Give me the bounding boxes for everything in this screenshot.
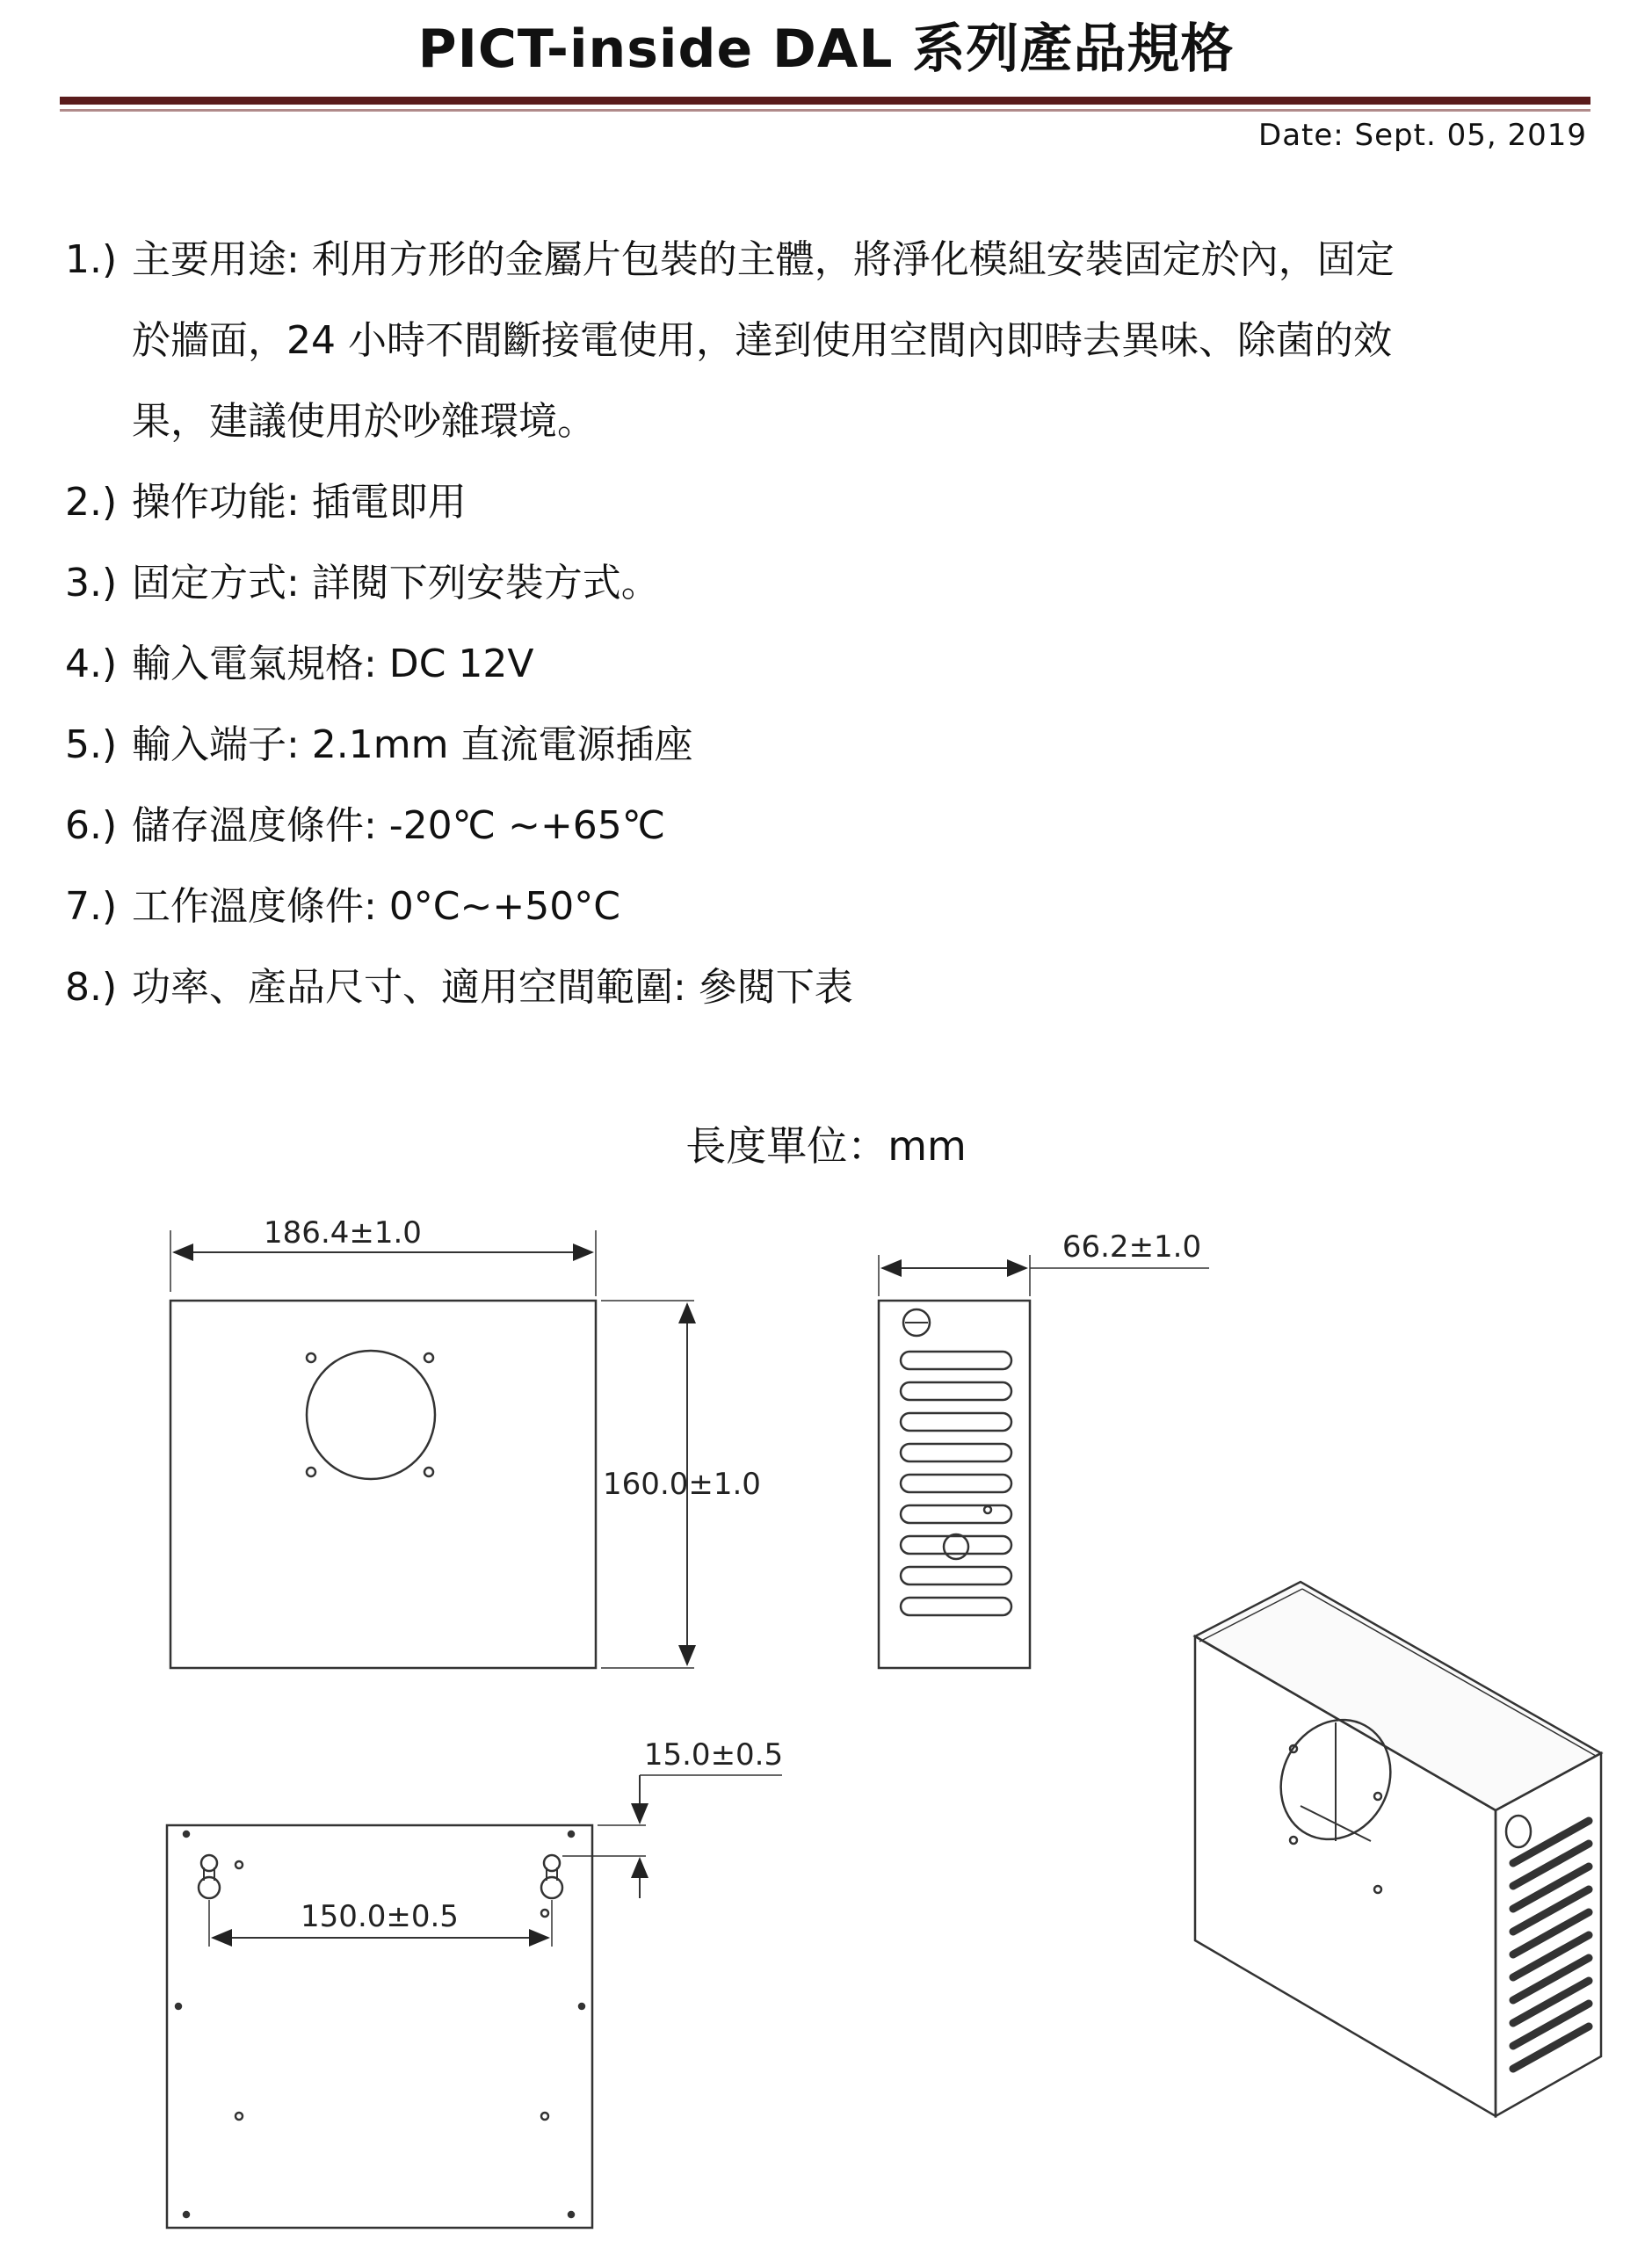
fan-opening xyxy=(307,1351,435,1479)
spec-number: 1.) xyxy=(65,237,118,282)
spec-text: 功率、產品尺寸、適用空間範圍: 參閱下表 xyxy=(132,965,853,1010)
isometric-view xyxy=(1195,1582,1601,2116)
front-panel-outline xyxy=(170,1301,596,1668)
side-view xyxy=(879,1255,1209,1668)
page-title: PICT-inside DAL 系列產品規格 xyxy=(417,18,1235,80)
spec-text: 果，建議使用於吵雜環境。 xyxy=(132,399,596,444)
spec-text: 工作溫度條件: 0°C~+50°C xyxy=(132,884,620,929)
front-width-label: 186.4±1.0 xyxy=(264,1215,422,1251)
front-view xyxy=(170,1230,694,1668)
spec-text: 儲存溫度條件: -20℃ ~+65℃ xyxy=(132,803,666,848)
back-hole-offset-label: 15.0±0.5 xyxy=(643,1737,784,1773)
spec-number: 6.) xyxy=(65,803,118,848)
side-depth-label: 66.2±1.0 xyxy=(1061,1229,1202,1265)
spec-text: 固定方式: 詳閱下列安裝方式。 xyxy=(132,561,660,605)
spec-text: 輸入端子: 2.1mm 直流電源插座 xyxy=(132,722,693,767)
back-hole-spacing-label: 150.0±0.5 xyxy=(301,1899,459,1934)
spec-number: 7.) xyxy=(65,884,118,929)
spec-number: 5.) xyxy=(65,722,118,767)
spec-number: 4.) xyxy=(65,642,118,686)
spec-number: 2.) xyxy=(65,480,118,525)
spec-text: 輸入電氣規格: DC 12V xyxy=(132,642,534,686)
front-height-label: 160.0±1.0 xyxy=(603,1467,761,1502)
spec-text: 操作功能: 插電即用 xyxy=(132,480,467,525)
unit-label: 長度單位：mm xyxy=(685,1122,967,1170)
back-panel-outline xyxy=(167,1825,592,2228)
spec-number: 8.) xyxy=(65,965,118,1010)
spec-number: 3.) xyxy=(65,561,118,605)
back-view xyxy=(167,1775,782,2228)
spec-text: 於牆面，24 小時不間斷接電使用，達到使用空間內即時去異味、除菌的效 xyxy=(132,318,1392,363)
spec-text: 主要用途: 利用方形的金屬片包裝的主體，將淨化模組安裝固定於內，固定 xyxy=(132,237,1395,282)
document-date: Date: Sept. 05, 2019 xyxy=(1258,118,1587,153)
